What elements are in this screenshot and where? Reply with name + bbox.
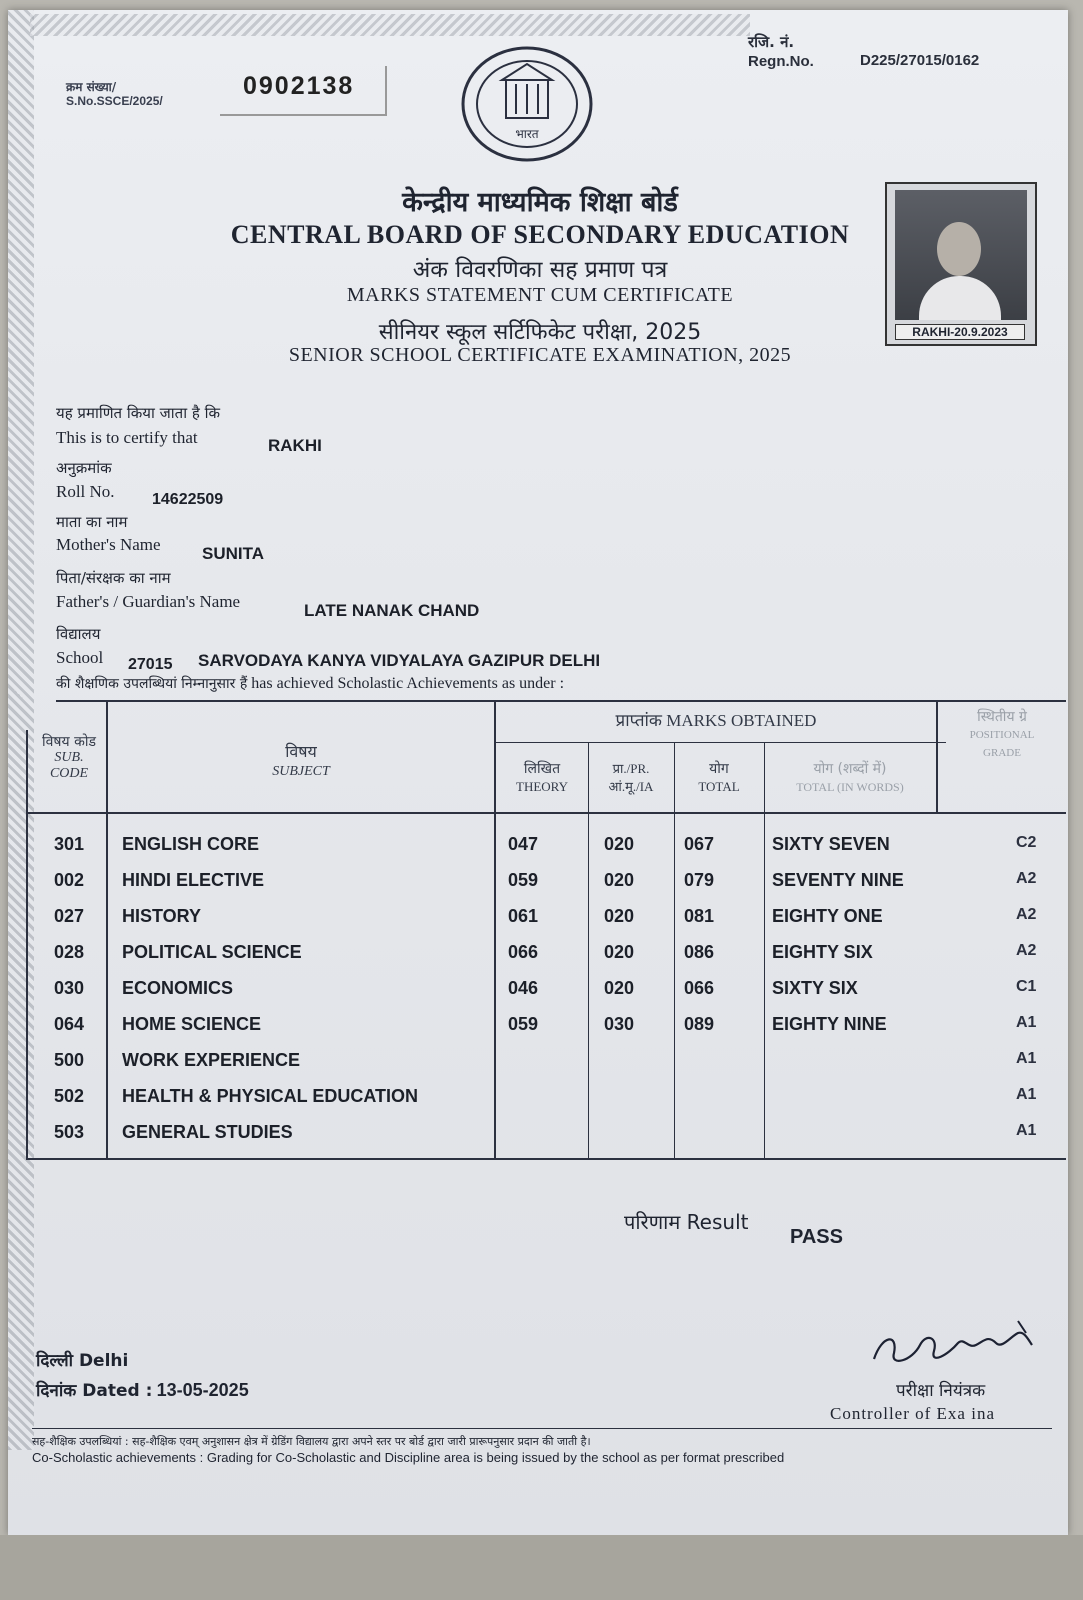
total-words-header-english: TOTAL (IN WORDS) bbox=[796, 780, 904, 794]
table-row bbox=[26, 1114, 1066, 1150]
grade: A1 bbox=[1016, 1014, 1037, 1031]
co-scholastic-note-hindi: सह-शैक्षिक उपलब्धियां : सह-शैक्षिक एवम् अनुशासन क्षेत्र में ग्रेडिंग विद्यालय द्वारा अपने स्तर पर बोर्ड द्वारा जारी प्रारूपनुसार प्रदान की जाती है। bbox=[32, 1435, 591, 1448]
roll-number: 14622509 bbox=[152, 491, 224, 508]
father-label: Father's / Guardian's Name bbox=[56, 592, 241, 611]
photo-body bbox=[919, 276, 1001, 320]
subject-code: 002 bbox=[54, 870, 85, 890]
total-marks: 089 bbox=[684, 1014, 715, 1034]
certify-label: This is to certify that bbox=[56, 428, 198, 447]
total-header-hindi: योग bbox=[709, 761, 729, 777]
document-title-english: MARKS STATEMENT CUM CERTIFICATE bbox=[346, 284, 734, 306]
serial-number: 0902138 bbox=[243, 72, 355, 100]
table-bottom-border bbox=[26, 1158, 1066, 1160]
achievement-statement-english: has achieved Scholastic Achievements as under : bbox=[251, 675, 565, 692]
roll-label: Roll No. bbox=[56, 482, 115, 501]
theory-marks: 061 bbox=[508, 906, 539, 926]
subject-name: POLITICAL SCIENCE bbox=[122, 942, 302, 962]
grade: A2 bbox=[1016, 870, 1037, 887]
subject-header-english: SUBJECT bbox=[272, 764, 330, 779]
practical-header-line2: आं.मू./IA bbox=[608, 779, 654, 794]
total-in-words: EIGHTY NINE bbox=[772, 1014, 887, 1034]
practical-marks: 020 bbox=[604, 906, 635, 926]
grade: A1 bbox=[1016, 1086, 1037, 1103]
school-code: 27015 bbox=[128, 656, 173, 673]
sub-code-header-en2: CODE bbox=[49, 766, 89, 781]
total-in-words: SEVENTY NINE bbox=[772, 870, 904, 890]
total-marks: 081 bbox=[684, 906, 715, 926]
grade: C1 bbox=[1016, 978, 1037, 995]
issue-date: 13-05-2025 bbox=[156, 1380, 249, 1400]
school-name: SARVODAYA KANYA VIDYALAYA GAZIPUR DELHI bbox=[198, 651, 601, 670]
total-marks: 079 bbox=[684, 870, 715, 890]
practical-marks: 020 bbox=[604, 870, 635, 890]
photo-background bbox=[895, 190, 1027, 320]
total-marks: 066 bbox=[684, 978, 715, 998]
result-label: परिणाम Result bbox=[624, 1210, 749, 1234]
table-row bbox=[26, 934, 1066, 970]
security-border-top bbox=[30, 14, 750, 36]
subject-code: 502 bbox=[54, 1086, 85, 1106]
table-row bbox=[26, 826, 1066, 862]
practical-header bbox=[588, 760, 674, 796]
grade-header-en1: POSITIONAL bbox=[969, 729, 1035, 741]
serial-number-label bbox=[66, 80, 163, 108]
sub-code-header-en1: SUB. bbox=[54, 750, 84, 765]
footer-divider bbox=[32, 1428, 1052, 1429]
student-photo bbox=[885, 182, 1037, 346]
table-row bbox=[26, 1078, 1066, 1114]
total-words-header-hindi: योग (शब्दों में) bbox=[813, 761, 887, 777]
controller-label-hindi: परीक्षा नियंत्रक bbox=[896, 1381, 986, 1401]
table-surface bbox=[0, 1535, 1083, 1600]
practical-header-line1: प्रा./PR. bbox=[612, 761, 650, 776]
theory-marks: 059 bbox=[508, 1014, 539, 1034]
registration-label-hindi: रजि. नं. bbox=[748, 33, 795, 51]
total-words-header bbox=[764, 760, 936, 796]
practical-marks: 020 bbox=[604, 834, 635, 854]
subject-code: 027 bbox=[54, 906, 85, 926]
mother-label-hindi: माता का नाम bbox=[56, 513, 128, 531]
grade-header-en2: GRADE bbox=[983, 747, 1021, 759]
board-name-english: CENTRAL BOARD OF SECONDARY EDUCATION bbox=[230, 220, 850, 249]
achievement-statement bbox=[56, 674, 564, 693]
subject-name: HEALTH & PHYSICAL EDUCATION bbox=[122, 1086, 419, 1106]
theory-header bbox=[496, 760, 588, 796]
cbse-seal-icon bbox=[458, 42, 596, 170]
school-label-hindi: विद्यालय bbox=[56, 625, 101, 643]
grade: A2 bbox=[1016, 942, 1037, 959]
subject-name: HOME SCIENCE bbox=[122, 1014, 262, 1034]
mother-name: SUNITA bbox=[202, 544, 265, 563]
subject-code: 028 bbox=[54, 942, 85, 962]
table-row bbox=[26, 1006, 1066, 1042]
registration-label bbox=[748, 32, 814, 72]
theory-marks: 046 bbox=[508, 978, 539, 998]
marks-table bbox=[26, 700, 1066, 1160]
father-label-hindi: पिता/संरक्षक का नाम bbox=[56, 569, 171, 587]
exam-title-english: SENIOR SCHOOL CERTIFICATE EXAMINATION, 2025 bbox=[288, 344, 792, 366]
grade: C2 bbox=[1016, 834, 1037, 851]
photo-caption: RAKHI-20.9.2023 bbox=[895, 324, 1025, 340]
sub-code-header bbox=[32, 734, 106, 782]
total-in-words: SIXTY SIX bbox=[772, 978, 858, 998]
practical-marks: 030 bbox=[604, 1014, 635, 1034]
theory-header-english: THEORY bbox=[516, 779, 568, 794]
table-row bbox=[26, 970, 1066, 1006]
total-in-words: EIGHTY ONE bbox=[772, 906, 883, 926]
theory-header-hindi: लिखित bbox=[523, 761, 561, 777]
student-name: RAKHI bbox=[268, 436, 322, 455]
subject-code: 064 bbox=[54, 1014, 85, 1034]
grade: A2 bbox=[1016, 906, 1037, 923]
result-value: PASS bbox=[790, 1226, 843, 1248]
subject-name: GENERAL STUDIES bbox=[122, 1122, 293, 1142]
subject-name: HINDI ELECTIVE bbox=[122, 870, 265, 890]
serial-number-label-hindi: क्रम संख्या/ bbox=[66, 80, 117, 94]
grade: A1 bbox=[1016, 1050, 1037, 1067]
subject-header bbox=[108, 742, 494, 782]
table-row bbox=[26, 1042, 1066, 1078]
theory-marks: 066 bbox=[508, 942, 539, 962]
header-bottom-border bbox=[26, 812, 1066, 814]
seal-text: भारत bbox=[515, 127, 539, 141]
registration-label-english: Regn.No. bbox=[748, 53, 814, 70]
mother-label: Mother's Name bbox=[56, 535, 161, 554]
board-name-hindi: केन्द्रीय माध्यमिक शिक्षा बोर्ड bbox=[402, 187, 678, 218]
exam-title-hindi: सीनियर स्कूल सर्टिफिकेट परीक्षा, 2025 bbox=[378, 320, 702, 345]
table-row bbox=[26, 862, 1066, 898]
co-scholastic-note-english: Co-Scholastic achievements : Grading for Co-Scholastic and Discipline area is being issued by the school as per format prescribed bbox=[32, 1450, 785, 1465]
issue-date-line bbox=[36, 1378, 249, 1401]
practical-marks: 020 bbox=[604, 942, 635, 962]
father-name: LATE NANAK CHAND bbox=[304, 601, 480, 620]
issue-city: दिल्ली Delhi bbox=[36, 1351, 129, 1371]
subject-header-hindi: विषय bbox=[285, 742, 317, 761]
grade: A1 bbox=[1016, 1122, 1037, 1139]
school-label: School bbox=[56, 648, 104, 667]
table-top-border bbox=[56, 700, 1066, 702]
registration-number: D225/27015/0162 bbox=[860, 52, 980, 69]
marks-subheader-divider bbox=[496, 742, 946, 743]
marks-obtained-header: प्राप्तांक MARKS OBTAINED bbox=[615, 711, 817, 730]
controller-signature-icon bbox=[868, 1315, 1038, 1375]
total-header bbox=[674, 760, 764, 796]
theory-marks: 059 bbox=[508, 870, 539, 890]
serial-number-label-english: S.No.SSCE/2025/ bbox=[66, 94, 163, 108]
total-in-words: SIXTY SEVEN bbox=[772, 834, 890, 854]
subject-code: 500 bbox=[54, 1050, 85, 1070]
total-in-words: EIGHTY SIX bbox=[772, 942, 873, 962]
certify-label-hindi: यह प्रमाणित किया जाता है कि bbox=[56, 404, 220, 422]
achievement-statement-hindi: की शैक्षणिक उपलब्धियां निम्नानुसार हैं bbox=[56, 676, 248, 692]
subject-name: ENGLISH CORE bbox=[122, 834, 260, 854]
total-header-english: TOTAL bbox=[698, 779, 740, 794]
total-marks: 067 bbox=[684, 834, 715, 854]
photo-face bbox=[937, 222, 981, 276]
subject-name: ECONOMICS bbox=[122, 978, 234, 998]
grade-header-hindi: स्थितीय ग्रे bbox=[977, 709, 1027, 725]
total-marks: 086 bbox=[684, 942, 715, 962]
subject-name: HISTORY bbox=[122, 906, 202, 926]
dated-label: दिनांक Dated : bbox=[36, 1381, 153, 1401]
theory-marks: 047 bbox=[508, 834, 539, 854]
subject-code: 030 bbox=[54, 978, 85, 998]
grade-header bbox=[938, 708, 1066, 762]
practical-marks: 020 bbox=[604, 978, 635, 998]
roll-label-hindi: अनुक्रमांक bbox=[56, 459, 112, 477]
document-title-hindi: अंक विवरणिका सह प्रमाण पत्र bbox=[412, 257, 668, 283]
controller-label-english: Controller of Exa ina bbox=[830, 1404, 995, 1423]
sub-code-header-hindi: विषय कोड bbox=[42, 734, 96, 750]
subject-name: WORK EXPERIENCE bbox=[122, 1050, 301, 1070]
table-row bbox=[26, 898, 1066, 934]
subject-code: 503 bbox=[54, 1122, 85, 1142]
subject-code: 301 bbox=[54, 834, 85, 854]
